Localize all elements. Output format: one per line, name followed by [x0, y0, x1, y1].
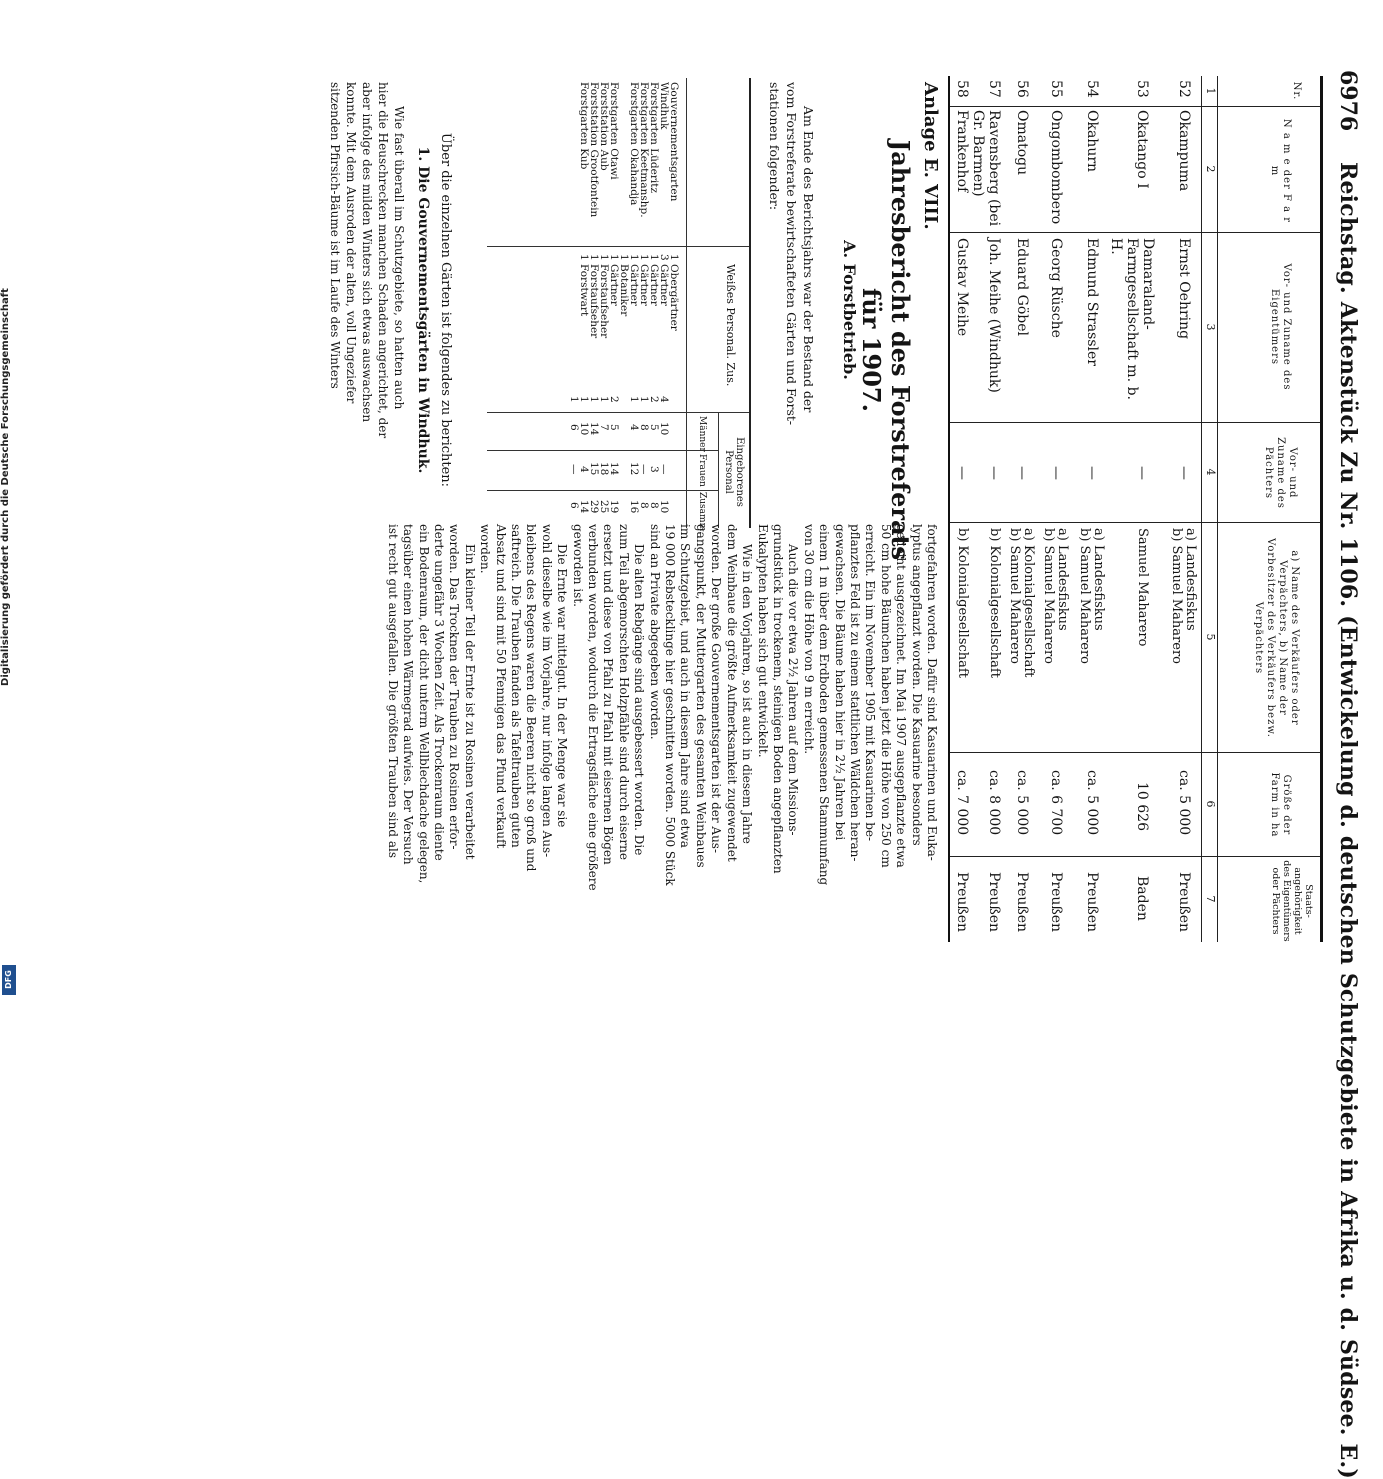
text-line: Ein kleiner Teil der Ernte ist zu Rosinen verarbeitet — [462, 544, 477, 860]
row-women: 12 — [628, 462, 640, 476]
row-men: 5 — [608, 424, 620, 431]
row-place: Forststation Aub — [598, 82, 610, 171]
column-number: 1 — [1204, 87, 1217, 95]
header-divider — [1217, 76, 1218, 942]
row-nr: 53 — [1134, 80, 1150, 98]
table-divider — [950, 232, 1320, 233]
row-farm: Okahurn — [1084, 110, 1100, 173]
row-tenant: — — [1176, 466, 1192, 480]
row-tenant: — — [986, 466, 1002, 480]
right-column — [384, 524, 939, 944]
row-staff: 1 Gärtner — [628, 254, 640, 306]
row-nationality: Preußen — [1014, 872, 1030, 933]
row-nr: 57 — [986, 80, 1002, 98]
page-number: 6976 — [1335, 70, 1361, 132]
row-total: 19 — [608, 500, 620, 514]
row-owner: Gustav Meihe — [954, 238, 970, 337]
row-seller-a: a) Kolonialgesellschaft — [1021, 528, 1036, 678]
text-line: gedeiht ausgezeichnet. Im Mai 1907 ausgepflanzte etwa — [894, 524, 909, 868]
row-seller-a: a) Landesfiskus — [1091, 528, 1106, 631]
row-seller-a: b) Kolonialgesellschaft — [987, 528, 1002, 678]
row-seller-b: b) Samuel Maharero — [1077, 528, 1092, 664]
text-line: derte ungefähr 3 Wochen Zeit. Als Trockenraum diente — [432, 524, 446, 861]
text-line: worden. Der große Gouvernementsgarten ist der Aus- — [709, 524, 724, 854]
row-total: 16 — [628, 500, 640, 514]
text-line: Absatz und sind mit 50 Pfennigen das Pfund verkauft — [493, 524, 508, 849]
text-line: hier die Heuschrecken manchen Schaden angerichtet, der — [376, 82, 390, 439]
row-staff: 1 Gärtner — [608, 254, 620, 306]
text-line: geworden ist. — [570, 524, 585, 607]
row-total-white: 2 — [608, 396, 620, 403]
paragraph — [754, 524, 800, 944]
row-farm: Okatango I — [1134, 110, 1150, 189]
row-farm: Omatogu — [1014, 110, 1030, 176]
text-line: fortgefahren worden. Dafür sind Kasuarinen und Euka- — [925, 524, 939, 861]
row-total: 29 — [588, 500, 600, 514]
row-nationality: Preußen — [954, 872, 970, 933]
row-tenant: — — [1084, 466, 1100, 480]
row-staff: 1 Forstwart — [578, 254, 590, 317]
dfg-logo — [2, 965, 16, 995]
column-number: 2 — [1204, 165, 1217, 173]
row-seller-a: a) Landesfiskus — [1055, 528, 1070, 631]
table-divider — [950, 106, 1320, 107]
row-men: 5 — [648, 424, 660, 431]
page-title: Reichstag. Aktenstück Zu Nr. 1106. (Entwickelung d. deutschen Schutzgebiete in Afrika u. d. Südsee. E.) — [1335, 162, 1361, 1479]
column-number: 4 — [1204, 468, 1217, 476]
text-line: aber infolge des milden Winters sich etwas auswachsen — [360, 82, 374, 423]
row-nationality: Preußen — [986, 872, 1002, 933]
text-line: dem Weinbaue die größte Aufmerksamkeit zugewendet — [724, 524, 739, 862]
row-nr: 58 — [954, 80, 970, 98]
text-line: 50 cm hohe Bäumchen haben jetzt die Höhe von 250 cm — [878, 524, 893, 868]
header-size: Größe der Farm in ha — [1269, 772, 1292, 838]
row-nr: 56 — [1014, 80, 1030, 98]
section-a-heading: A. Forstbetrieb. — [840, 240, 859, 380]
text-line: erreicht. Ein im November 1905 mit Kasuarinen be- — [863, 524, 878, 842]
table-divider — [950, 856, 1320, 857]
row-place: Gouvernementsgarten — [668, 82, 680, 202]
row-farm: Frankenhof — [954, 110, 970, 193]
row-size: 10 626 — [1134, 782, 1150, 831]
row-tenant: — — [1048, 466, 1064, 480]
row-farm: Ravensberg (bei Gr. Barmen) — [970, 110, 1002, 227]
column-number: 7 — [1204, 895, 1217, 903]
row-women: 15 — [588, 462, 600, 476]
row-staff: 1 Forstaufseher — [598, 254, 610, 339]
row-seller-b: b) Samuel Maharero — [1169, 528, 1184, 664]
row-men: 6 — [568, 424, 580, 431]
section-1-heading: 1. Die Gouvernementsgärten in Windhuk. — [415, 146, 431, 474]
header-total: Zusamm. — [697, 492, 707, 534]
text-line: lyptus angepflanzt worden. Die Kasuarine besonders — [909, 524, 924, 846]
paragraph — [569, 524, 646, 944]
row-women: — — [568, 464, 580, 475]
intro-paragraph — [766, 82, 817, 532]
row-total-white: 1 — [638, 396, 650, 403]
report-title: Jahresbericht des Forstreferats für 1907. — [857, 139, 915, 561]
row-total: 14 — [578, 500, 590, 514]
row-nr: 55 — [1048, 80, 1064, 98]
header-men: Männer — [697, 416, 707, 452]
windhuk-paragraph — [327, 82, 407, 532]
row-total-white: 4 — [658, 396, 670, 403]
anlage-label: Anlage E. VIII. — [920, 82, 941, 230]
row-size: ca. 5 000 — [1014, 770, 1030, 836]
header-divider — [718, 412, 719, 528]
row-place: Forstgarten Otawi — [608, 82, 620, 180]
row-total: 25 — [598, 500, 610, 514]
header-divider — [1201, 76, 1202, 942]
row-seller-b: b) Samuel Maharero — [1007, 528, 1022, 664]
column-number: 5 — [1204, 633, 1217, 641]
table-divider — [950, 752, 1320, 753]
row-women: 4 — [578, 466, 590, 473]
text-line: stationen folgender: — [767, 82, 782, 211]
text-line: sind an Private abgegeben worden. — [647, 524, 662, 740]
row-total-white: 1 — [588, 396, 600, 403]
row-nationality: Preußen — [1176, 872, 1192, 933]
row-farm: Ongombombero — [1048, 110, 1064, 225]
text-line: gewachsen. Die Bäume haben hier in 2½ Jahren bei — [832, 524, 847, 841]
text-line: zum Teil abgemorschten Holzpfähle sind durch eiserne — [616, 524, 631, 860]
table-divider — [950, 522, 1320, 523]
header-women: Frauen — [697, 454, 707, 487]
text-line: ist recht gut ausgefallen. Die größten Trauben sind als — [385, 524, 400, 858]
farm-table — [948, 76, 1323, 942]
header-tenant: Vor- und Zuname des Pächters — [1263, 437, 1298, 509]
row-tenant: — — [1014, 466, 1030, 480]
row-nr: 54 — [1084, 80, 1100, 98]
row-owner: Ernst Oehring — [1176, 238, 1192, 340]
column-number: 6 — [1204, 800, 1217, 808]
row-tenant: — — [1134, 466, 1150, 480]
row-women: 3 — [648, 466, 660, 473]
row-place: Forstgarten Keetmanshp. — [638, 82, 650, 218]
text-line: ein Bodenraum, der dicht unterm Wellblechdache gelegen, — [416, 524, 431, 884]
text-line: Die Ernte war mittelgut. In der Menge war sie — [555, 544, 570, 828]
paragraph — [384, 524, 476, 944]
row-size: ca. 8 000 — [986, 770, 1002, 836]
text-line: worden. Das Trocknen der Trauben zu Rosinen erfor- — [447, 524, 462, 850]
row-seller-a: a) Landesfiskus — [1183, 528, 1198, 631]
footer-attribution: Digitalisierung gefördert durch die Deutsche Forschungsgemeinschaft — [0, 288, 11, 686]
text-line: gangspunkt, der Muttergarten des gesamten Weinbaues — [693, 524, 708, 868]
header-native-staff: Eingeborenes Personal — [723, 437, 745, 507]
row-staff: 3 Gärtner — [658, 254, 670, 306]
text-line: einem 1 m über dem Erdboden gemessenen Stammumfang — [817, 524, 832, 886]
text-line: Wie in den Vorjahren, so ist auch in diesem Jahre — [740, 544, 755, 844]
table-divider — [950, 422, 1320, 423]
row-nr: 52 — [1176, 80, 1192, 98]
row-women: 14 — [608, 462, 620, 476]
dfg-logo-text: DFG — [3, 970, 13, 989]
row-women: — — [658, 464, 670, 475]
text-line: grundstück in trockenem, steinigen Boden angepflanzten — [770, 524, 785, 874]
row-men: 7 — [598, 424, 610, 431]
text-line: Die alten Rebgänge sind ausgebessert worden. Die — [632, 544, 647, 856]
row-staff: 1 Gärtner — [648, 254, 660, 306]
row-size: ca. 5 000 — [1176, 770, 1192, 836]
text-line: Eukalypten haben sich gut entwickelt. — [755, 524, 770, 758]
row-staff: 1 Gärtner — [638, 254, 650, 306]
row-men: 10 — [578, 422, 590, 436]
row-total-white: 1 — [578, 396, 590, 403]
text-line: tagsüber einen hohen Wärmegrad aufwies. Der Versuch — [401, 524, 416, 865]
text-line: worden. — [478, 524, 493, 574]
row-total-white: 1 — [598, 396, 610, 403]
text-line: pflanztes Feld ist zu einem stattlichen Wäldchen heran- — [847, 524, 862, 862]
gardens-intro: Über die einzelnen Gärten ist folgendes zu berichten: — [438, 132, 453, 488]
column-number: 3 — [1204, 323, 1217, 331]
row-place: Forststation Grootfontein — [588, 82, 600, 218]
row-place: Forstgarten Okahandja — [628, 82, 640, 206]
row-staff: 1 Obergärtner — [668, 254, 680, 331]
row-farm: Okampuma — [1176, 110, 1192, 192]
row-total: 6 — [568, 502, 580, 509]
header-nationality: Staats-angehörigkeit des Eigentümers oder Pächters — [1270, 860, 1314, 942]
row-women: — — [638, 464, 650, 475]
text-line: sitzenden Pfirsich-Bäume ist im Laufe des Winters — [328, 82, 342, 389]
text-line: konnte. Mit dem Ausroden der alten, voll Ungeziefer — [344, 82, 358, 404]
row-owner: Edmund Strassler — [1084, 238, 1100, 366]
header-divider — [686, 78, 687, 528]
row-total: 10 — [658, 500, 670, 514]
header-farm: N a m e der F a r m — [1269, 118, 1292, 224]
row-women: 18 — [598, 462, 610, 476]
paragraph — [646, 524, 754, 944]
text-line: bleibens des Regens waren die Beeren nicht so groß und — [524, 524, 539, 872]
row-place: Forstgarten Lüderitz — [648, 82, 660, 193]
row-size: ca. 7 000 — [954, 770, 970, 836]
header-white-staff: Weißes Personal. Zus. — [724, 264, 737, 387]
row-owner: Joh. Meihe (Windhuk) — [986, 238, 1002, 393]
paragraph — [477, 524, 569, 944]
row-total-white: 1 — [568, 396, 580, 403]
personnel-rows-group-2 — [559, 78, 619, 528]
row-total-white: 2 — [648, 396, 660, 403]
row-total: 8 — [648, 502, 660, 509]
row-men: 14 — [588, 422, 600, 436]
text-line: ersetzt und diese von Pfahl zu Pfahl mit eisernen Bögen — [601, 524, 616, 865]
text-line: Auch die vor etwa 2½ Jahren auf dem Missions- — [786, 544, 801, 836]
row-seller-a: b) Kolonialgesellschaft — [955, 528, 970, 678]
text-line: Am Ende des Berichtsjahrs war der Bestand der — [801, 106, 816, 413]
row-tenant: — — [954, 466, 970, 480]
text-line: 19 000 Rebstecklinge hier geschnitten worden. 5000 Stück — [663, 524, 678, 886]
row-staff: 1 Forstaufseher — [588, 254, 600, 339]
row-staff: 1 Botaniker — [618, 254, 630, 317]
row-seller-a: Samuel Maharero — [1135, 528, 1150, 647]
row-men: 8 — [638, 424, 650, 431]
row-nationality: Preußen — [1084, 872, 1100, 933]
text-line: im Schutzgebiet, und auch in diesem Jahre sind etwa — [678, 524, 693, 848]
row-men: 10 — [658, 422, 670, 436]
row-owner: Georg Rüsche — [1048, 238, 1064, 338]
header-owner: Vor- und Zuname des Eigentümers — [1269, 263, 1292, 391]
text-line: verbunden worden, wodurch die Ertragsfläche eine größere — [586, 524, 601, 891]
row-seller-b: b) Samuel Maharero — [1041, 528, 1056, 664]
text-line: saftreich. Die Trauben fanden als Tafeltrauben guten — [509, 524, 524, 848]
row-place: Windhuk — [658, 82, 670, 130]
personnel-table — [487, 78, 751, 534]
text-line: vom Forstreferate bewirtschafteten Gärten und Forst- — [784, 82, 799, 426]
row-total: 8 — [638, 502, 650, 509]
row-owner: Eduard Göbel — [1014, 238, 1030, 336]
page-header — [1327, 70, 1361, 1479]
text-line: wohl dieselbe wie im Vorjahre, nur infolge langen Aus- — [539, 524, 554, 858]
text-line: Wie fast überall im Schutzgebiete, so hatten auch — [392, 106, 406, 410]
header-seller: a) Name des Verkäufers oder Verpächters, b) Name der Vorbesitzer des Verkäufers bezw. Verpächters — [1253, 538, 1300, 738]
row-place: Forstgarten Kub — [578, 82, 590, 170]
row-total-white: 1 — [628, 396, 640, 403]
header-nr: Nr. — [1291, 81, 1302, 101]
row-owner: Damaraland-Farmgesellschaft m. b. H. — [1108, 238, 1156, 400]
row-size: ca. 5 000 — [1084, 770, 1100, 836]
row-men: 4 — [628, 424, 640, 431]
paragraph — [800, 524, 939, 944]
text-line: von 30 cm die Höhe von 9 m erreicht. — [801, 524, 816, 755]
row-nationality: Baden — [1134, 876, 1150, 921]
row-size: ca. 6 700 — [1048, 770, 1064, 836]
row-nationality: Preußen — [1048, 872, 1064, 933]
